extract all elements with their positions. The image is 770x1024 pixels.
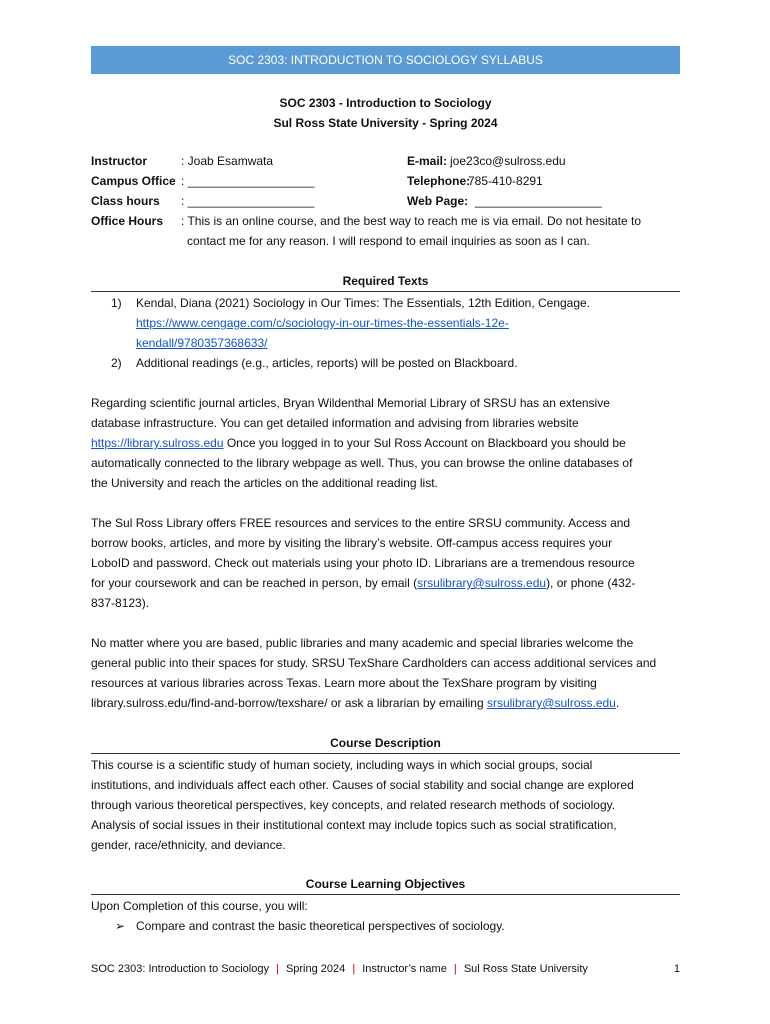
arrow-bullet-icon: ➢ (115, 919, 126, 933)
header-banner: SOC 2303: INTRODUCTION TO SOCIOLOGY SYLLABUS (91, 46, 680, 74)
library-paragraph: Regarding scientific journal articles, Bryan Wildenthal Memorial Library of SRSU has an extensive database infrastructure. You can get detailed information and advising from libraries website https://library.sulross.edu Once you logged in to your Sul Ross Account on Blackboard you should be automatically connected to the library webpage as well. Thus, you can browse the online databases of the University and reach the articles on the additional reading list. (91, 396, 633, 490)
page-footer (91, 961, 680, 977)
campus-office-label: Campus Office (91, 174, 176, 188)
list-number: 1) (111, 296, 122, 310)
learning-objectives (91, 896, 680, 936)
telephone-label: Telephone: (407, 174, 471, 188)
email-label: E-mail: (407, 154, 448, 168)
page-number: 1 (673, 963, 680, 975)
footer-separator: | (352, 963, 356, 975)
list-item (91, 353, 680, 373)
telephone-value: 785-410-8291 (468, 174, 543, 188)
instructor-value: : Joab Esamwata (181, 154, 274, 168)
library-email-link[interactable]: srsulibrary@sulross.edu (417, 576, 547, 590)
footer-separator: | (276, 963, 279, 975)
web-page-label: Web Page: (407, 194, 469, 208)
course-description-heading: Course Description (91, 733, 680, 754)
campus-office-value: : ___________________ (181, 174, 315, 188)
web-page-value: ___________________ (475, 194, 602, 208)
list-item (91, 293, 680, 353)
list-number: 2) (111, 356, 122, 370)
footer-term: Spring 2024 (285, 963, 346, 975)
required-texts-list (91, 293, 680, 373)
class-hours-label: Class hours (91, 194, 160, 208)
required-texts-heading: Required Texts (91, 271, 680, 292)
email-value: joe23co@sulross.edu (450, 154, 566, 168)
footer-university: Sul Ross State University (463, 963, 588, 975)
library-link[interactable]: https://library.sulross.edu (91, 436, 224, 450)
list-item: ➢ Compare and contrast the basic theoretical perspectives of sociology. (91, 916, 680, 936)
class-hours-value: : ___________________ (181, 194, 315, 208)
title-line-course: SOC 2303 - Introduction to Sociology (279, 96, 492, 110)
objectives-intro: Upon Completion of this course, you will: (91, 899, 308, 913)
document-title (91, 93, 680, 133)
footer-course: SOC 2303: Introduction to Sociology (91, 963, 269, 975)
course-description-text: This course is a scientific study of human society, including ways in which social groups, social institutions, and individuals affect each other. Causes of social stability and social change are explored through various theoretical perspectives, key concepts, and related research methods of sociology. Analysis of social issues in their institutional context may include topics such as social stratification, gender, race/ethnicity, and deviance. (91, 758, 634, 852)
textbook-link-cont[interactable]: kendall/9780357368633/ (136, 336, 268, 350)
textbook-link[interactable]: https://www.cengage.com/c/sociology-in-our-times-the-essentials-12e- (136, 316, 509, 330)
library-resources-paragraph: The Sul Ross Library offers FREE resources and services to the entire SRSU community. Access and borrow books, articles, and more by visiting the library’s website. Off-campus access requires your LoboID and password. Check out materials using your photo ID. Librarians are a tremendous resource for your coursework and can be reached in person, by email (srsulibrary@sulross.edu), or phone (432- 837-8123). (91, 516, 636, 610)
office-hours-value: : This is an online course, and the best way to reach me is via email. Do not hesitate to (181, 214, 642, 228)
footer-separator: | (453, 963, 457, 975)
title-line-university: Sul Ross State University - Spring 2024 (273, 116, 498, 130)
footer-instructor: Instructor’s name (362, 963, 447, 975)
learning-objectives-heading: Course Learning Objectives (91, 874, 680, 895)
instructor-info (91, 151, 680, 251)
instructor-label: Instructor (91, 154, 148, 168)
office-hours-label: Office Hours (91, 214, 164, 228)
list-item-text: Kendal, Diana (2021) Sociology in Our Times: The Essentials, 12th Edition, Cengage. (136, 296, 591, 310)
office-hours-value-cont: contact me for any reason. I will respond to email inquiries as soon as I can. (187, 234, 590, 248)
public-libraries-paragraph: No matter where you are based, public libraries and many academic and special libraries welcome the general public into their spaces for study. SRSU TexShare Cardholders can access additional services and resources at various libraries across Texas. Learn more about the TexShare program by visiting library.sulross.edu/find-and-borrow/texshare/ or ask a librarian by emailing srsulibrary@sulross.edu. (91, 636, 657, 710)
list-item-text: Additional readings (e.g., articles, reports) will be posted on Blackboard. (136, 356, 518, 370)
texshare-email-link[interactable]: srsulibrary@sulross.edu (486, 696, 616, 710)
